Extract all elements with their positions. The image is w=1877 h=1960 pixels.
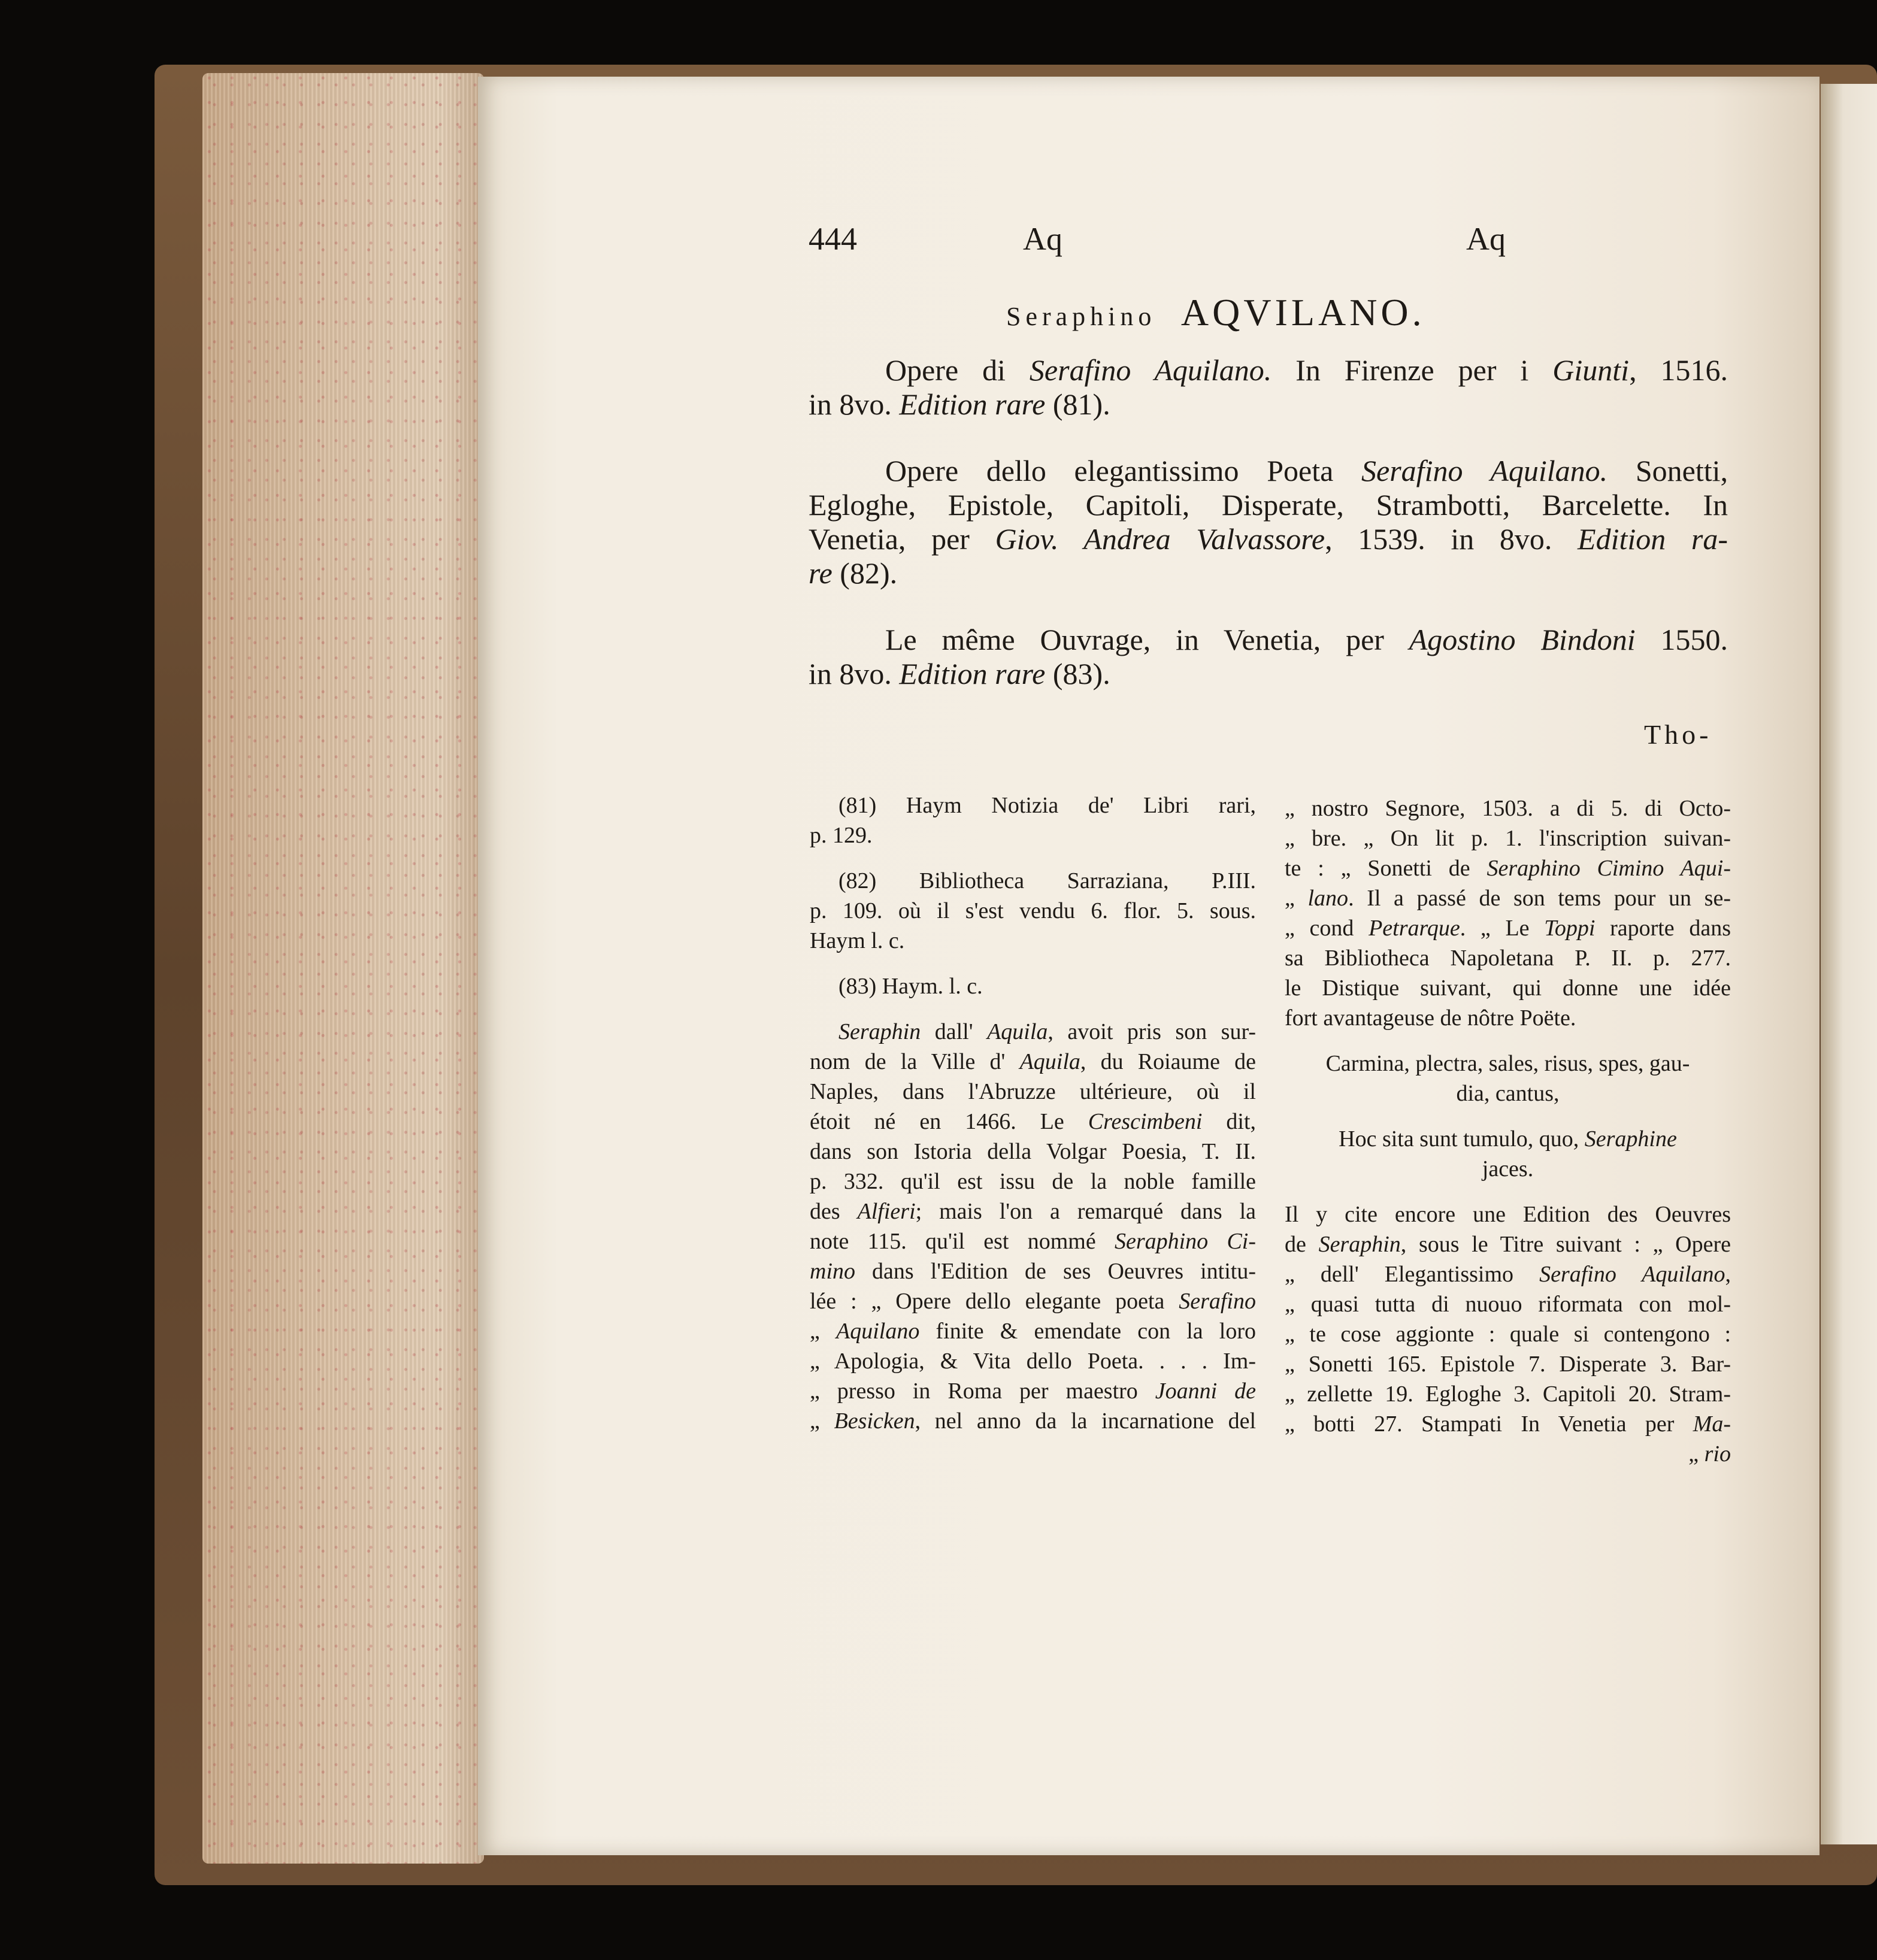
footnote-line: Naples, dans l'Abruzze ultérieure, où il (810, 1079, 1256, 1104)
bibliography-entry-3 (809, 623, 1728, 691)
footnote-line: „ lano. Il a passé de son tems pour un se- (1285, 886, 1731, 911)
footnote-line: „ quasi tutta di nuouo riformata con mol- (1285, 1292, 1731, 1317)
footnote-line: „ Sonetti 165. Epistole 7. Disperate 3. Bar- (1285, 1352, 1731, 1377)
footnote-line: (82) Bibliotheca Sarraziana, P.III. (838, 868, 1256, 893)
paragraph-gap (810, 850, 1256, 866)
footnote-line: „ zellette 19. Egloghe 3. Capitoli 20. Stram- (1285, 1382, 1731, 1407)
paragraph-gap (810, 956, 1256, 971)
heading-surname: AQVILANO. (1180, 291, 1425, 334)
footnote-line: (83) Haym. l. c. (838, 974, 983, 999)
footnote-line: note 115. qu'il est nommé Seraphino Ci- (810, 1229, 1256, 1254)
footnote-line: p. 129. (810, 823, 873, 848)
bibliography-entry-1 (809, 353, 1728, 422)
footnote-line: fort avantageuse de nôtre Poëte. (1285, 1005, 1576, 1031)
entry-line: re (82). (809, 556, 898, 590)
footnote-line: sa Bibliotheca Napoletana P. II. p. 277. (1285, 946, 1731, 971)
footnote-line: „ Aquilano finite & emendate con la loro (810, 1319, 1256, 1344)
bibliography-entry-2 (809, 454, 1728, 590)
footnote-line: „ nostro Segnore, 1503. a di 5. di Octo- (1285, 796, 1731, 821)
distich-line: dia, cantus, (1456, 1081, 1560, 1106)
footnote-line: p. 109. où il s'est vendu 6. flor. 5. sous. (810, 898, 1256, 923)
entry-line: in 8vo. Edition rare (81). (809, 387, 1110, 421)
footnote-line: le Distique suivant, qui donne une idée (1285, 976, 1731, 1001)
heading-given-name: Seraphino (1006, 302, 1157, 331)
entry-line: Opere dello elegantissimo Poeta Serafino Aquilano. Sonetti, (885, 454, 1728, 487)
catchword: Tho- (1644, 719, 1712, 750)
footnote-line: mino dans l'Edition de ses Oeuvres intitu- (810, 1259, 1256, 1284)
paragraph-gap (1285, 1184, 1731, 1199)
distich-line: Carmina, plectra, sales, risus, spes, gau- (1325, 1051, 1690, 1076)
footnote-line: dans son Istoria della Volgar Poesia, T. II. (810, 1139, 1256, 1164)
footnote-line: Haym l. c. (810, 928, 905, 953)
footnote-line: lée : „ Opere dello elegante poeta Serafino (810, 1289, 1256, 1314)
footnote-line: étoit né en 1466. Le Crescimbeni dit, (810, 1109, 1256, 1134)
footnote-line: „ rio (1688, 1441, 1731, 1467)
footnote-line: (81) Haym Notizia de' Libri rari, (838, 793, 1256, 818)
footnote-line: „ Apologia, & Vita dello Poeta. . . . Im- (810, 1349, 1256, 1374)
footnote-line: nom de la Ville d' Aquila, du Roiaume de (810, 1049, 1256, 1074)
footnote-line: „ presso in Roma per maestro Joanni de (810, 1379, 1256, 1404)
entry-line: Le même Ouvrage, in Venetia, per Agostino Bindoni 1550. (885, 623, 1728, 656)
page-fore-edge (202, 73, 484, 1864)
footnote-line: „ Besicken, nel anno da la incarnatione del (810, 1408, 1257, 1434)
entry-line: in 8vo. Edition rare (83). (809, 657, 1110, 690)
paragraph-gap (810, 1001, 1256, 1017)
footnote-line: Il y cite encore une Edition des Oeuvres (1285, 1202, 1731, 1227)
footnote-line: te : „ Sonetti de Seraphino Cimino Aqui- (1285, 856, 1731, 881)
entry-heading (1006, 290, 1425, 335)
paragraph-gap (1285, 1033, 1731, 1049)
footnote-line: „ te cose aggionte : quale si contengono : (1285, 1322, 1731, 1347)
footnote-line: „ bre. „ On lit p. 1. l'inscription suivan- (1285, 826, 1731, 851)
footnote-line: de Seraphin, sous le Titre suivant : „ Opere (1285, 1232, 1731, 1257)
entry-line: Venetia, per Giov. Andrea Valvassore, 1539. in 8vo. Edition ra- (809, 522, 1728, 556)
footnote-line: p. 332. qu'il est issu de la noble famille (810, 1169, 1256, 1194)
footnote-line: Seraphin dall' Aquila, avoit pris son sur- (838, 1019, 1257, 1044)
distich-line: jaces. (1482, 1156, 1534, 1182)
distich-line: Hoc sita sunt tumulo, quo, Seraphine (1339, 1126, 1677, 1152)
facing-page-edge (1821, 84, 1877, 1844)
footnote-line: „ cond Petrarque. „ Le Toppi raporte dans (1285, 916, 1731, 941)
running-head-left: Aq (1023, 221, 1062, 257)
footnote-line: „ dell' Elegantissimo Serafino Aquilano, (1285, 1262, 1731, 1287)
running-head-right: Aq (1466, 221, 1506, 257)
footnotes-right-column (1285, 793, 1731, 1469)
page-number: 444 (809, 221, 857, 257)
entry-line: Egloghe, Epistole, Capitoli, Disperate, Strambotti, Barcelette. In (809, 488, 1728, 522)
footnote-line: des Alfieri; mais l'on a remarqué dans la (810, 1199, 1257, 1224)
footnote-line: „ botti 27. Stampati In Venetia per Ma- (1285, 1411, 1731, 1437)
entry-line: Opere di Serafino Aquilano. In Firenze per i Giunti, 1516. (885, 353, 1728, 387)
footnotes-left-column (810, 790, 1256, 1436)
